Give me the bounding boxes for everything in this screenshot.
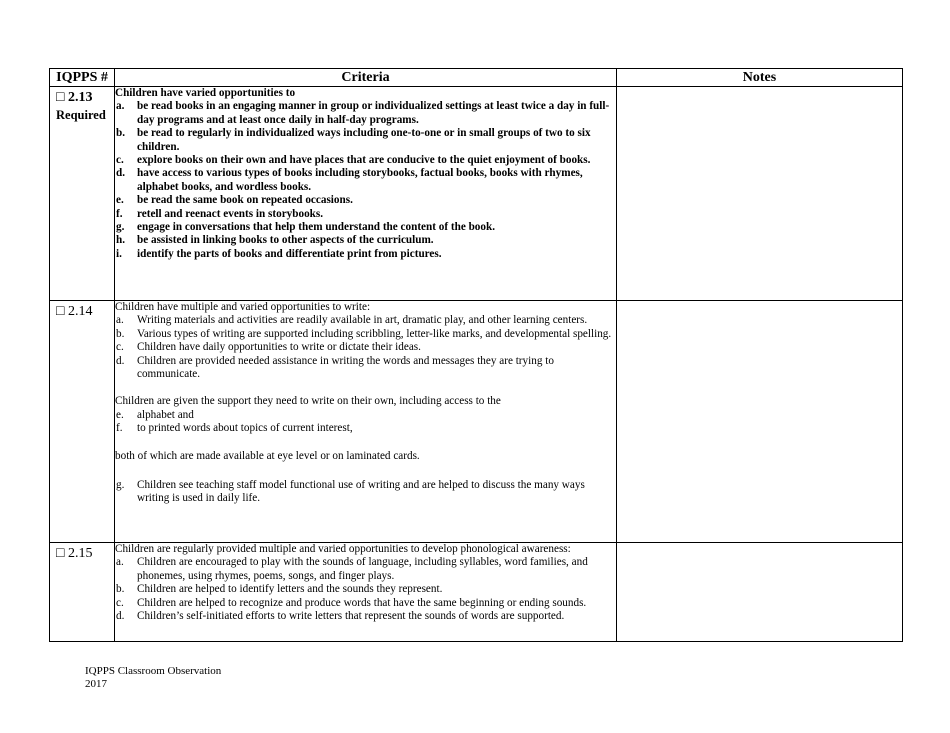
list-item: g. Children see teaching staff model functional use of writing and are helped to discuss the many ways writing is used in daily life. (116, 479, 585, 505)
both-text: both of which are made available at eye level or on laminated cards. (115, 449, 420, 462)
cell-number-2-15 (50, 543, 115, 642)
header-notes: Notes (617, 69, 903, 87)
footer-year: 2017 (85, 678, 107, 690)
list-item: c. Children are helped to recognize and produce words that have the same beginning or ending sounds. (116, 596, 587, 609)
notes-cell-2-13[interactable] (617, 87, 903, 301)
required-label: Required (56, 108, 106, 122)
criterion-number[interactable]: □ 2.13 (56, 90, 93, 105)
list-item: a. be read books in an engaging manner in group or individualized settings at least twice a day in full-day programs and at least once daily in half-day programs. (116, 100, 610, 126)
list-item: a. Writing materials and activities are readily available in art, dramatic play, and other learning centers. (116, 314, 588, 327)
row-2-13 (50, 87, 903, 301)
header-iqpps-number: IQPPS # (50, 69, 115, 87)
list-item: d. Children are provided needed assistance in writing the words and messages they are trying to communicate. (116, 354, 554, 381)
notes-cell-2-14[interactable] (617, 301, 903, 543)
criteria-intro: Children have multiple and varied opportunities to write: (115, 301, 371, 313)
list-item: d. Children’s self-initiated efforts to write letters that represent the sounds of words are supported. (116, 610, 565, 623)
criteria-intro: Children have varied opportunities to (115, 87, 296, 99)
footer-title: IQPPS Classroom Observation (85, 665, 222, 677)
list-item: f. to printed words about topics of current interest, (116, 422, 353, 435)
list-item: c. explore books on their own and have places that are conducive to the quiet enjoyment of books. (116, 154, 591, 167)
header-criteria: Criteria (115, 69, 617, 87)
list-item: c. Children have daily opportunities to write or dictate their ideas. (116, 341, 421, 354)
list-item: b. be read to regularly in individualized ways including one-to-one or in small groups of two to six children. (116, 127, 591, 153)
cell-number-2-14 (50, 301, 115, 543)
list-item: e. alphabet and (116, 408, 194, 421)
criterion-number[interactable]: □ 2.15 (56, 546, 93, 561)
cell-criteria-2-14 (115, 301, 617, 543)
support-intro: Children are given the support they need to write on their own, including access to the (115, 395, 501, 408)
cell-criteria-2-15 (115, 543, 617, 642)
list-item: h. be assisted in linking books to other aspects of the curriculum. (116, 234, 434, 247)
list-item: d. have access to various types of books including storybooks, factual books, books with rhymes, alphabet books, and wordless books. (116, 167, 583, 193)
cell-criteria-2-13 (115, 87, 617, 301)
list-item: a. Children are encouraged to play with the sounds of language, including syllables, word families, and phonemes, using rhymes, poems, songs, and finger plays. (116, 556, 588, 582)
list-item: f. retell and reenact events in storybooks. (116, 207, 324, 220)
criteria-intro: Children are regularly provided multiple and varied opportunities to develop phonological awareness: (115, 543, 571, 555)
header-row (50, 69, 903, 87)
list-item: g. engage in conversations that help them understand the content of the book. (116, 221, 496, 234)
page-footer (85, 665, 221, 691)
row-2-14 (50, 301, 903, 543)
row-2-15 (50, 543, 903, 642)
list-item: i. identify the parts of books and differentiate print from pictures. (116, 247, 442, 260)
list-item: b. Children are helped to identify letters and the sounds they represent. (116, 583, 443, 596)
criteria-table (49, 68, 903, 642)
list-item: b. Various types of writing are supported including scribbling, letter-like marks, and developmental spelling. (116, 327, 612, 340)
cell-number-2-13 (50, 87, 115, 301)
criterion-number[interactable]: □ 2.14 (56, 304, 93, 319)
list-item: e. be read the same book on repeated occasions. (116, 194, 353, 207)
notes-cell-2-15[interactable] (617, 543, 903, 642)
